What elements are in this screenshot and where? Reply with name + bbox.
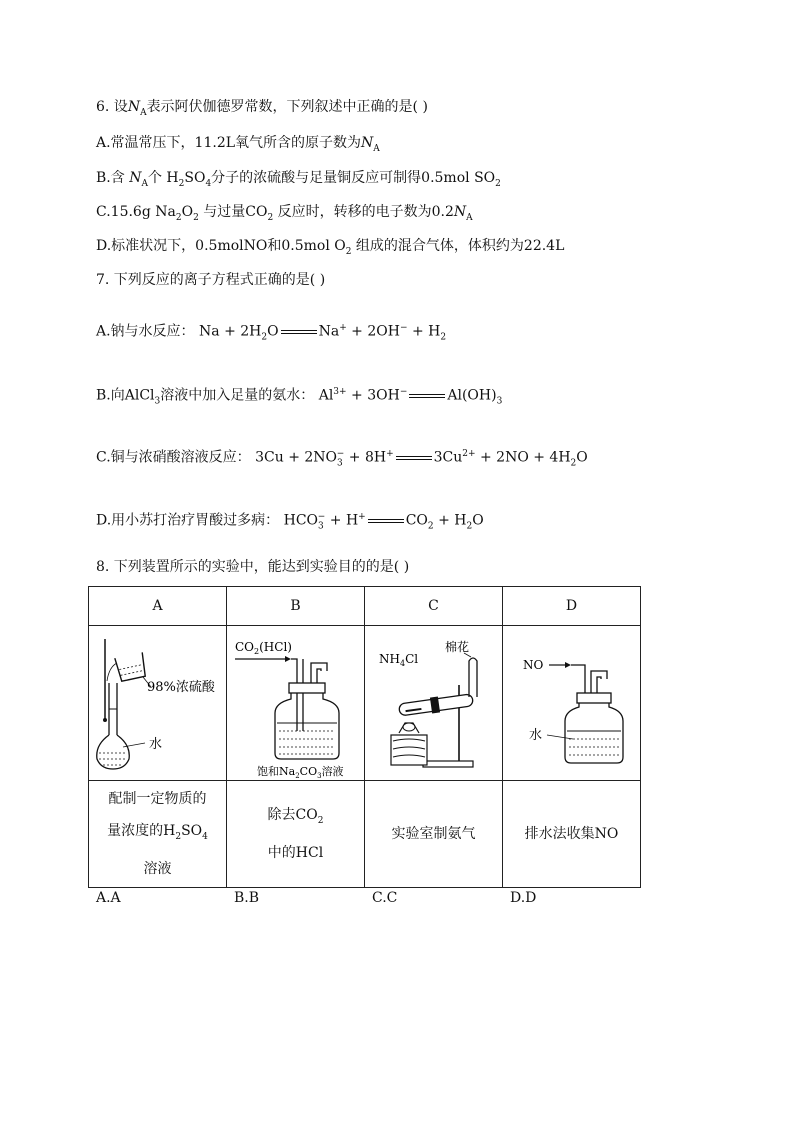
svg-text:NH4Cl: $NH_4Cl$ (379, 652, 419, 668)
fig-a-label-acid: 98%浓硫酸 (147, 680, 215, 695)
fig-a-label-water: 水 (149, 737, 163, 752)
header-d: D (503, 587, 641, 626)
fig-b-label-hcl: (HCl) (259, 640, 292, 654)
figure-c-cell (365, 626, 503, 781)
equals-sign (409, 394, 445, 398)
volumetric-flask-figure (89, 627, 226, 779)
equals-sign (368, 519, 404, 523)
fig-b-label-solution: 饱和Na (257, 765, 296, 778)
no-collection-figure (503, 627, 640, 779)
q7-option-a: A.钠与水反应： $Na + 2H_2O$ $Na^+ + 2OH^- + H_2$ (96, 323, 447, 343)
header-c: C (365, 587, 503, 626)
svg-text:CO2(HCl): $CO_2(HCl)$ (235, 640, 292, 656)
svg-text:饱和Na2CO3溶液: 饱和$Na_2CO_3$溶液 (257, 765, 344, 779)
q7-option-b: B.向AlCl$_3$溶液中加入足量的氨水： $Al^{3+} + 3OH^-$ $Al(OH)_3$ (96, 387, 503, 407)
figure-d-cell (503, 626, 641, 781)
q7-option-d: D.用小苏打治疗胃酸过多病： $HCO_3^- + H^+$ $CO_2 + H_2O$ (96, 512, 484, 532)
equals-sign (396, 456, 432, 460)
fig-c-label-nh4cl: NH (379, 652, 400, 666)
desc-d: 排水法收集NO (503, 781, 641, 888)
q6-option-d: D.标准状况下，0.5molNO和0.5mol $O_2$ 组成的混合气体，体积约为22.4L (96, 238, 565, 257)
header-a: A (89, 587, 227, 626)
q6-option-a: A.常温常压下，11.2L氧气所含的原子数为$N_A$ (96, 135, 380, 154)
q6-stem: 6. 设$N_A$表示阿伏伽德罗常数，下列叙述中正确的是( ) (96, 99, 428, 118)
q8-option-c: C.C (372, 890, 398, 906)
q8-option-a: A.A (96, 890, 121, 906)
desc-c: 实验室制氨气 (365, 781, 503, 888)
q6-option-c: C.15.6g $Na_2O_2$ 与过量$CO_2$ 反应时，转移的电子数为$0.2N_A$ (96, 204, 473, 223)
fig-c-label-cotton: 棉花 (445, 640, 470, 654)
q8-option-b: B.B (234, 890, 260, 906)
q8-option-d: D.D (510, 890, 537, 906)
apparatus-table (88, 586, 641, 888)
ammonia-apparatus-figure (365, 627, 502, 779)
fig-d-label-no: NO (523, 658, 544, 672)
figure-a-cell (89, 626, 227, 781)
gas-washing-bottle-figure (227, 627, 364, 779)
q7-option-c: C.铜与浓硝酸溶液反应： $3Cu + 2NO_3^- + 8H^+$ $3Cu^{2+} + 2NO + 4H_2O$ (96, 449, 588, 469)
desc-b: 除去$CO_2$ 中的HCl (227, 781, 365, 888)
q6-option-b: B.含 $N_A$个 $H_2SO_4$分子的浓硫酸与足量铜反应可制得0.5mol $SO_2$ (96, 170, 501, 189)
fig-d-label-water: 水 (529, 728, 543, 743)
q8-stem: 8. 下列装置所示的实验中，能达到实验目的的是( ) (96, 559, 410, 575)
desc-a: 配制一定物质的 量浓度的$H_2SO_4$ 溶液 (89, 781, 227, 888)
figure-b-cell (227, 626, 365, 781)
q7-stem: 7. 下列反应的离子方程式正确的是( ) (96, 272, 326, 288)
fig-b-label-co2: CO (235, 640, 255, 654)
header-b: B (227, 587, 365, 626)
equals-sign (281, 330, 317, 334)
